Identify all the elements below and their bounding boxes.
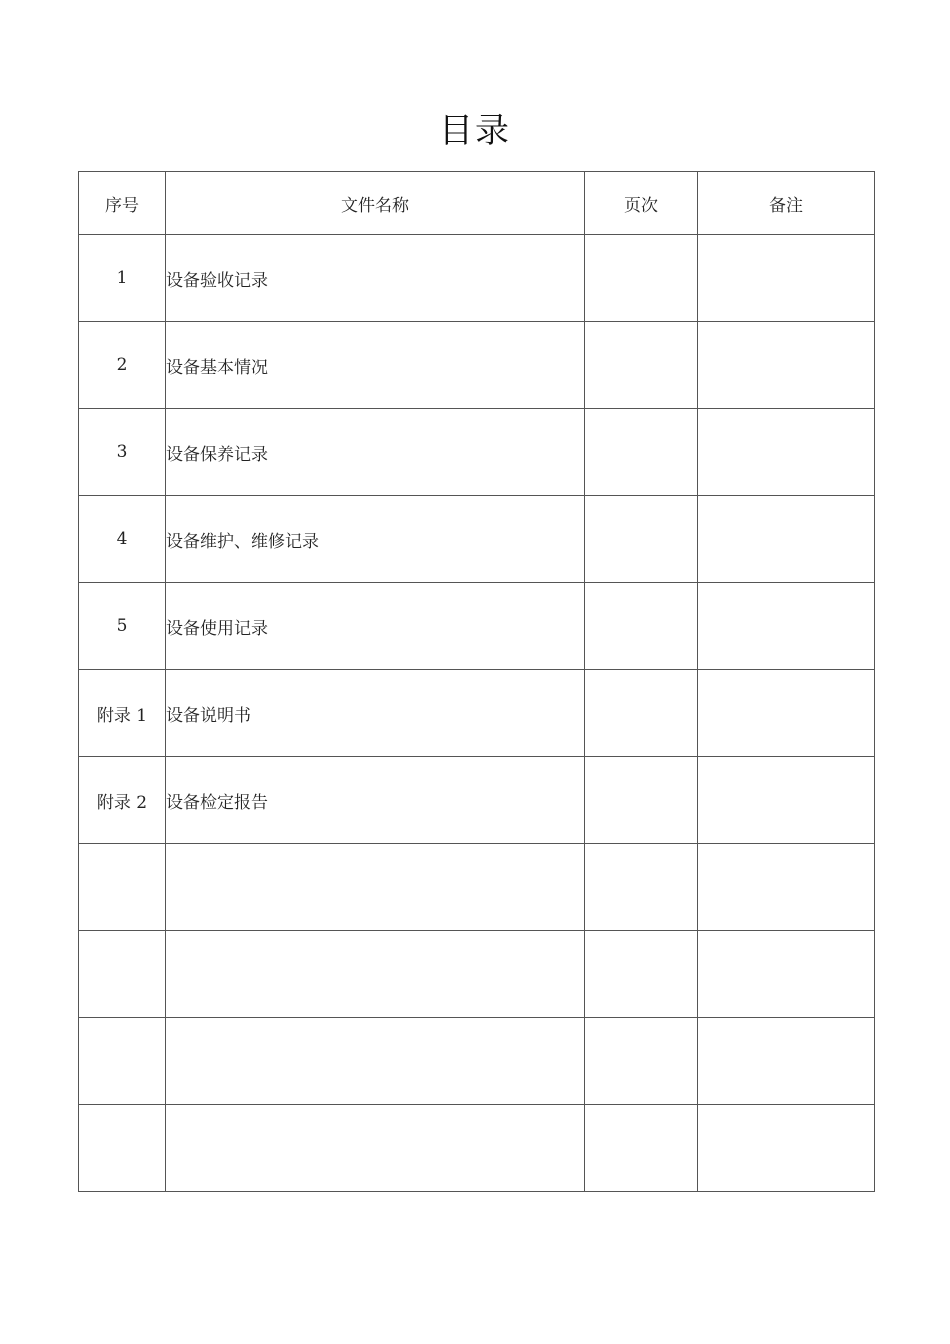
table-header-row <box>79 172 875 235</box>
table-row <box>79 844 875 931</box>
header-note: 备注 <box>698 172 875 235</box>
cell-page <box>585 322 698 409</box>
cell-page <box>585 1018 698 1105</box>
cell-name: 设备检定报告 <box>166 757 585 844</box>
table-row <box>79 931 875 1018</box>
cell-name: 设备使用记录 <box>166 583 585 670</box>
cell-num: 5 <box>79 583 166 670</box>
cell-page <box>585 583 698 670</box>
cell-page <box>585 409 698 496</box>
cell-name: 设备基本情况 <box>166 322 585 409</box>
cell-note <box>698 844 875 931</box>
cell-name <box>166 844 585 931</box>
table-row <box>79 583 875 670</box>
cell-note <box>698 1018 875 1105</box>
cell-name: 设备保养记录 <box>166 409 585 496</box>
cell-note <box>698 670 875 757</box>
cell-num: 4 <box>79 496 166 583</box>
page-title: 目录 <box>439 111 511 151</box>
header-page: 页次 <box>585 172 698 235</box>
cell-page <box>585 235 698 322</box>
table-row <box>79 322 875 409</box>
cell-note <box>698 235 875 322</box>
table-row <box>79 757 875 844</box>
cell-note <box>698 583 875 670</box>
cell-note <box>698 931 875 1018</box>
cell-num: 3 <box>79 409 166 496</box>
cell-note <box>698 1105 875 1192</box>
cell-num: 附录 2 <box>79 757 166 844</box>
cell-page <box>585 931 698 1018</box>
cell-note <box>698 322 875 409</box>
cell-note <box>698 757 875 844</box>
cell-note <box>698 409 875 496</box>
table-row <box>79 670 875 757</box>
table-row <box>79 1018 875 1105</box>
cell-num: 附录 1 <box>79 670 166 757</box>
table-row <box>79 409 875 496</box>
cell-name <box>166 931 585 1018</box>
cell-page <box>585 1105 698 1192</box>
header-num: 序号 <box>79 172 166 235</box>
cell-name <box>166 1105 585 1192</box>
cell-num <box>79 931 166 1018</box>
header-name: 文件名称 <box>166 172 585 235</box>
cell-page <box>585 670 698 757</box>
cell-num <box>79 844 166 931</box>
table-row <box>79 1105 875 1192</box>
cell-num <box>79 1105 166 1192</box>
cell-page <box>585 757 698 844</box>
toc-table <box>78 171 875 1192</box>
cell-page <box>585 844 698 931</box>
cell-num <box>79 1018 166 1105</box>
cell-name <box>166 1018 585 1105</box>
cell-note <box>698 496 875 583</box>
cell-num: 1 <box>79 235 166 322</box>
table-row <box>79 496 875 583</box>
cell-name: 设备说明书 <box>166 670 585 757</box>
cell-page <box>585 496 698 583</box>
cell-name: 设备维护、维修记录 <box>166 496 585 583</box>
table-row <box>79 235 875 322</box>
cell-num: 2 <box>79 322 166 409</box>
cell-name: 设备验收记录 <box>166 235 585 322</box>
